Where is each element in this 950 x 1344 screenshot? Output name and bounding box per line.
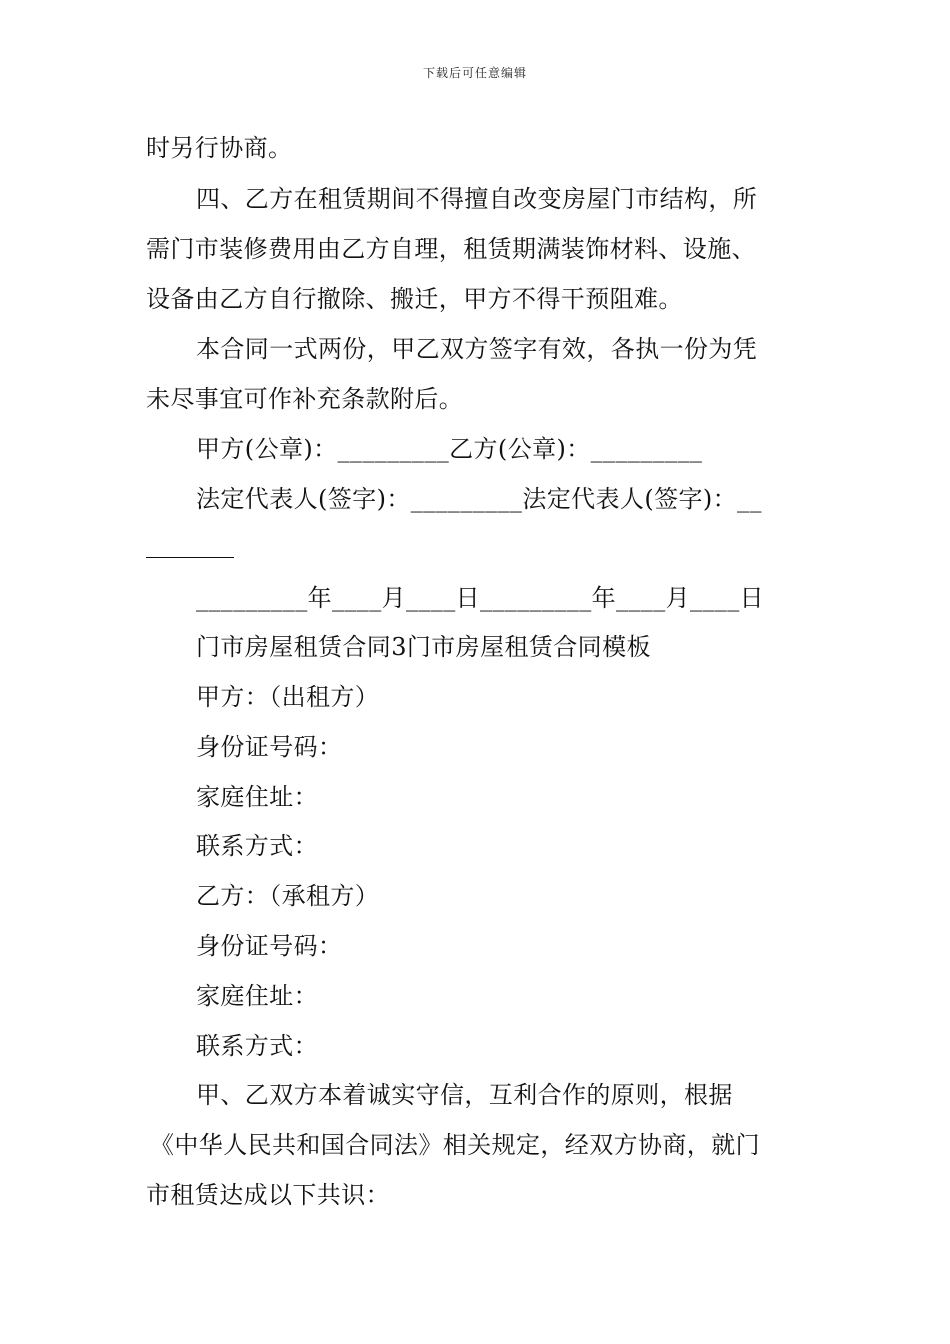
paragraph-line: 设备由乙方自行撤除、搬迁，甲方不得干预阻难。 (146, 285, 683, 313)
preamble-line: 《中华人民共和国合同法》相关规定，经双方协商，就门 (150, 1131, 760, 1159)
paragraph-line: 时另行协商。 (146, 134, 293, 162)
page-header: 下载后可任意编辑 (422, 66, 527, 80)
paragraph-line: 未尽事宜可作补充条款附后。 (146, 385, 464, 413)
party-a-label: 甲方：（出租方） (196, 683, 380, 711)
party-b-contact: 联系方式： (196, 1032, 318, 1060)
copies-clause-line: 本合同一式两份，甲乙双方签字有效，各执一份为凭 (196, 335, 758, 363)
paragraph-line: 需门市装修费用由乙方自理，租赁期满装饰材料、设施、 (146, 235, 756, 263)
signature-underline-continuation (146, 557, 234, 558)
party-b-address: 家庭住址： (196, 982, 318, 1010)
party-a-address: 家庭住址： (196, 783, 318, 811)
representative-signature-line: 法定代表人(签字)：_________法定代表人(签字)：__ (196, 485, 762, 513)
contract-title: 门市房屋租赁合同3门市房屋租赁合同模板 (196, 633, 651, 661)
clause-four-line: 四、乙方在租赁期间不得擅自改变房屋门市结构，所 (196, 185, 758, 213)
preamble-line: 市租赁达成以下共识： (146, 1181, 390, 1209)
seal-line: 甲方(公章)：_________乙方(公章)：_________ (196, 435, 703, 463)
preamble-line: 甲、乙双方本着诚实守信，互利合作的原则，根据 (196, 1081, 733, 1109)
party-b-label: 乙方：（承租方） (196, 882, 380, 910)
party-a-contact: 联系方式： (196, 832, 318, 860)
party-b-id-number: 身份证号码： (196, 932, 343, 960)
date-line: _________年____月____日_________年____月____日 (196, 584, 764, 612)
party-a-id-number: 身份证号码： (196, 733, 343, 761)
